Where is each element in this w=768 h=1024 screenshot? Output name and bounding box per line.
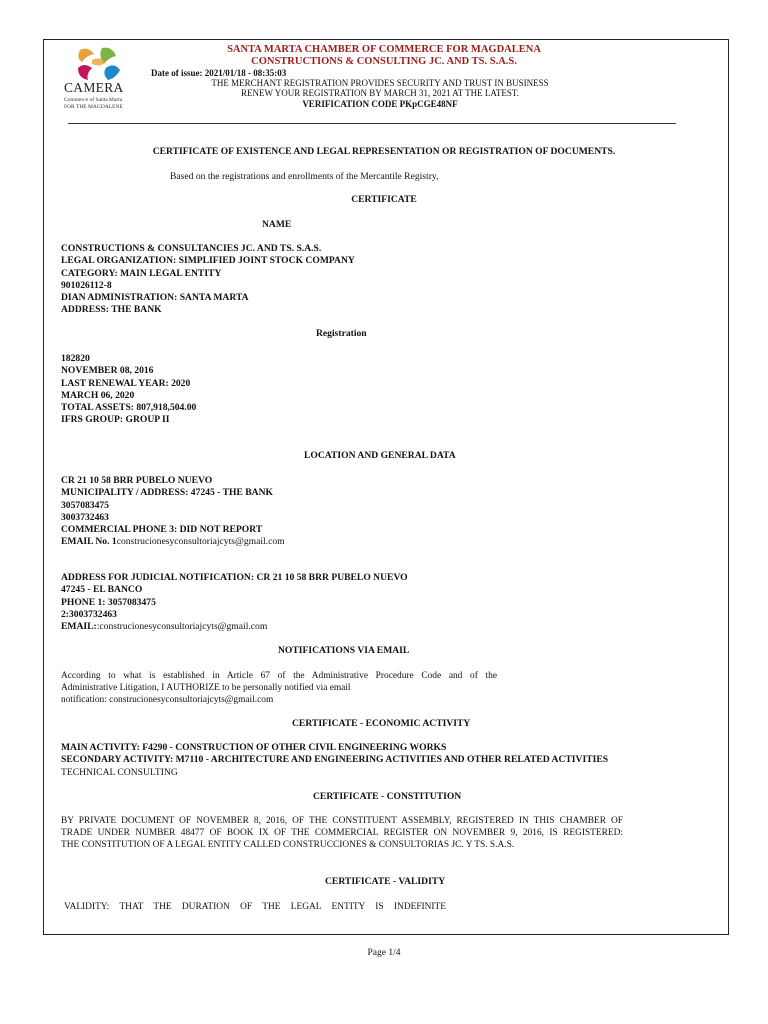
logo-subtitle-2: FOR THE MAGDALENE <box>64 104 123 110</box>
judicial-address: ADDRESS FOR JUDICIAL NOTIFICATION: CR 21 10 58 BRR PUBELO NUEVO <box>61 572 408 583</box>
email-line <box>61 536 285 548</box>
location-block <box>61 475 285 549</box>
phone-1: 3057083475 <box>61 499 109 511</box>
email-value: construcionesyconsultoriajcyts@gmail.com <box>116 536 285 548</box>
judicial-phone-2: 2:3003732463 <box>61 608 117 620</box>
ifrs-group: IFRS GROUP: GROUP II <box>61 414 170 426</box>
intro-text: Based on the registrations and enrollments of the Mercantile Registry, <box>170 171 439 182</box>
commercial-phone-3: COMMERCIAL PHONE 3: DID NOT REPORT <box>61 524 263 536</box>
constitution-line-2: TRADE UNDER NUMBER 48477 OF BOOK IX OF THE COMMERCIAL REGISTER ON NOVEMBER 9, 2016, IS REGISTERED: <box>61 828 623 839</box>
logo-wordmark: CAMERA <box>64 80 124 95</box>
page-number: Page 1/4 <box>367 948 401 958</box>
main-activity: MAIN ACTIVITY: F4290 - CONSTRUCTION OF OTHER CIVIL ENGINEERING WORKS <box>61 742 447 753</box>
notifications-text <box>61 670 497 707</box>
registration-number: 182820 <box>61 353 90 364</box>
document-title: CERTIFICATE OF EXISTENCE AND LEGAL REPRESENTATION OR REGISTRATION OF DOCUMENTS. <box>152 146 616 157</box>
chamber-title: SANTA MARTA CHAMBER OF COMMERCE FOR MAGDALENA <box>227 44 541 55</box>
dian-administration: DIAN ADMINISTRATION: SANTA MARTA <box>61 292 249 304</box>
notifications-line-3: notification: construcionesyconsultoriajcyts@gmail.com <box>61 695 274 706</box>
economic-activity-block <box>61 742 608 779</box>
judicial-municipality: 47245 - EL BANCO <box>61 584 143 596</box>
certificate-heading: CERTIFICATE <box>351 194 417 205</box>
registration-date: NOVEMBER 08, 2016 <box>61 365 154 377</box>
notifications-line-1: According to what is established in Article 67 of the Administrative Procedure Code and of the <box>61 671 497 681</box>
company-name: CONSTRUCTIONS & CONSULTANCIES JC. AND TS. S.A.S. <box>61 243 322 254</box>
header-divider <box>68 123 676 124</box>
legal-organization: LEGAL ORGANIZATION: SIMPLIFIED JOINT STOCK COMPANY <box>61 255 355 267</box>
verification-code: VERIFICATION CODE PKpCGE48NF <box>302 99 458 109</box>
judicial-phone-1: PHONE 1: 3057083475 <box>61 596 156 608</box>
constitution-line-3: THE CONSTITUTION OF A LEGAL ENTITY CALLED CONSTRUCCIONES & CONSULTORIAS JC. Y TS. S.A.S. <box>61 840 515 851</box>
judicial-email-line <box>61 621 408 633</box>
registration-heading: Registration <box>316 328 367 339</box>
phone-2: 3003732463 <box>61 511 109 523</box>
municipality: MUNICIPALITY / ADDRESS: 47245 - THE BANK <box>61 487 273 499</box>
validity-text: VALIDITY: THAT THE DURATION OF THE LEGAL ENTITY IS INDEFINITE <box>64 902 446 912</box>
address: ADDRESS: THE BANK <box>61 304 162 316</box>
judicial-email-label: EMAIL: <box>61 621 97 633</box>
nit-number: 901026112-8 <box>61 279 112 291</box>
last-renewal-year: LAST RENEWAL YEAR: 2020 <box>61 377 191 389</box>
category: CATEGORY: MAIN LEGAL ENTITY <box>61 267 222 279</box>
judicial-email-value: :construcionesyconsultoriajcyts@gmail.com <box>96 621 268 633</box>
registration-block <box>61 353 196 427</box>
secondary-activity: SECONDARY ACTIVITY: M7110 - ARCHITECTURE AND ENGINEERING ACTIVITIES AND OTHER RELATED ACTIVITIES <box>61 754 609 766</box>
company-header: CONSTRUCTIONS & CONSULTING JC. AND TS. S.A.S. <box>251 56 517 67</box>
header-tagline: THE MERCHANT REGISTRATION PROVIDES SECURITY AND TRUST IN BUSINESS <box>211 78 549 88</box>
email-label: EMAIL No. 1 <box>61 536 117 548</box>
location-address: CR 21 10 58 BRR PUBELO NUEVO <box>61 475 213 486</box>
constitution-text <box>61 815 623 852</box>
date-of-issue: Date of issue: 2021/01/18 - 08:35:03 <box>151 68 287 78</box>
total-assets: TOTAL ASSETS: 807,918,504.00 <box>61 402 197 414</box>
notifications-line-2: Administrative Litigation, I AUTHORIZE to be personally notified via email <box>61 683 351 694</box>
validity-heading: CERTIFICATE - VALIDITY <box>325 876 446 887</box>
logo-subtitle-1: Commerce of Santa Marta <box>64 97 123 103</box>
economic-activity-heading: CERTIFICATE - ECONOMIC ACTIVITY <box>292 718 471 729</box>
constitution-heading: CERTIFICATE - CONSTITUTION <box>313 791 462 802</box>
name-block <box>61 243 355 317</box>
renewal-date: MARCH 06, 2020 <box>61 389 135 401</box>
name-heading: NAME <box>262 219 292 230</box>
validity-text-wrap <box>64 901 446 913</box>
judicial-block <box>61 572 408 633</box>
constitution-line-1: BY PRIVATE DOCUMENT OF NOVEMBER 8, 2016, OF THE CONSTITUENT ASSEMBLY, REGISTERED IN THIS CHAMBER OF <box>61 816 623 826</box>
location-heading: LOCATION AND GENERAL DATA <box>304 450 456 461</box>
notifications-heading: NOTIFICATIONS VIA EMAIL <box>278 645 410 656</box>
header-renewal-notice: RENEW YOUR REGISTRATION BY MARCH 31, 2021 AT THE LATEST. <box>241 88 519 98</box>
secondary-activity-continued: TECHNICAL CONSULTING <box>61 766 178 778</box>
